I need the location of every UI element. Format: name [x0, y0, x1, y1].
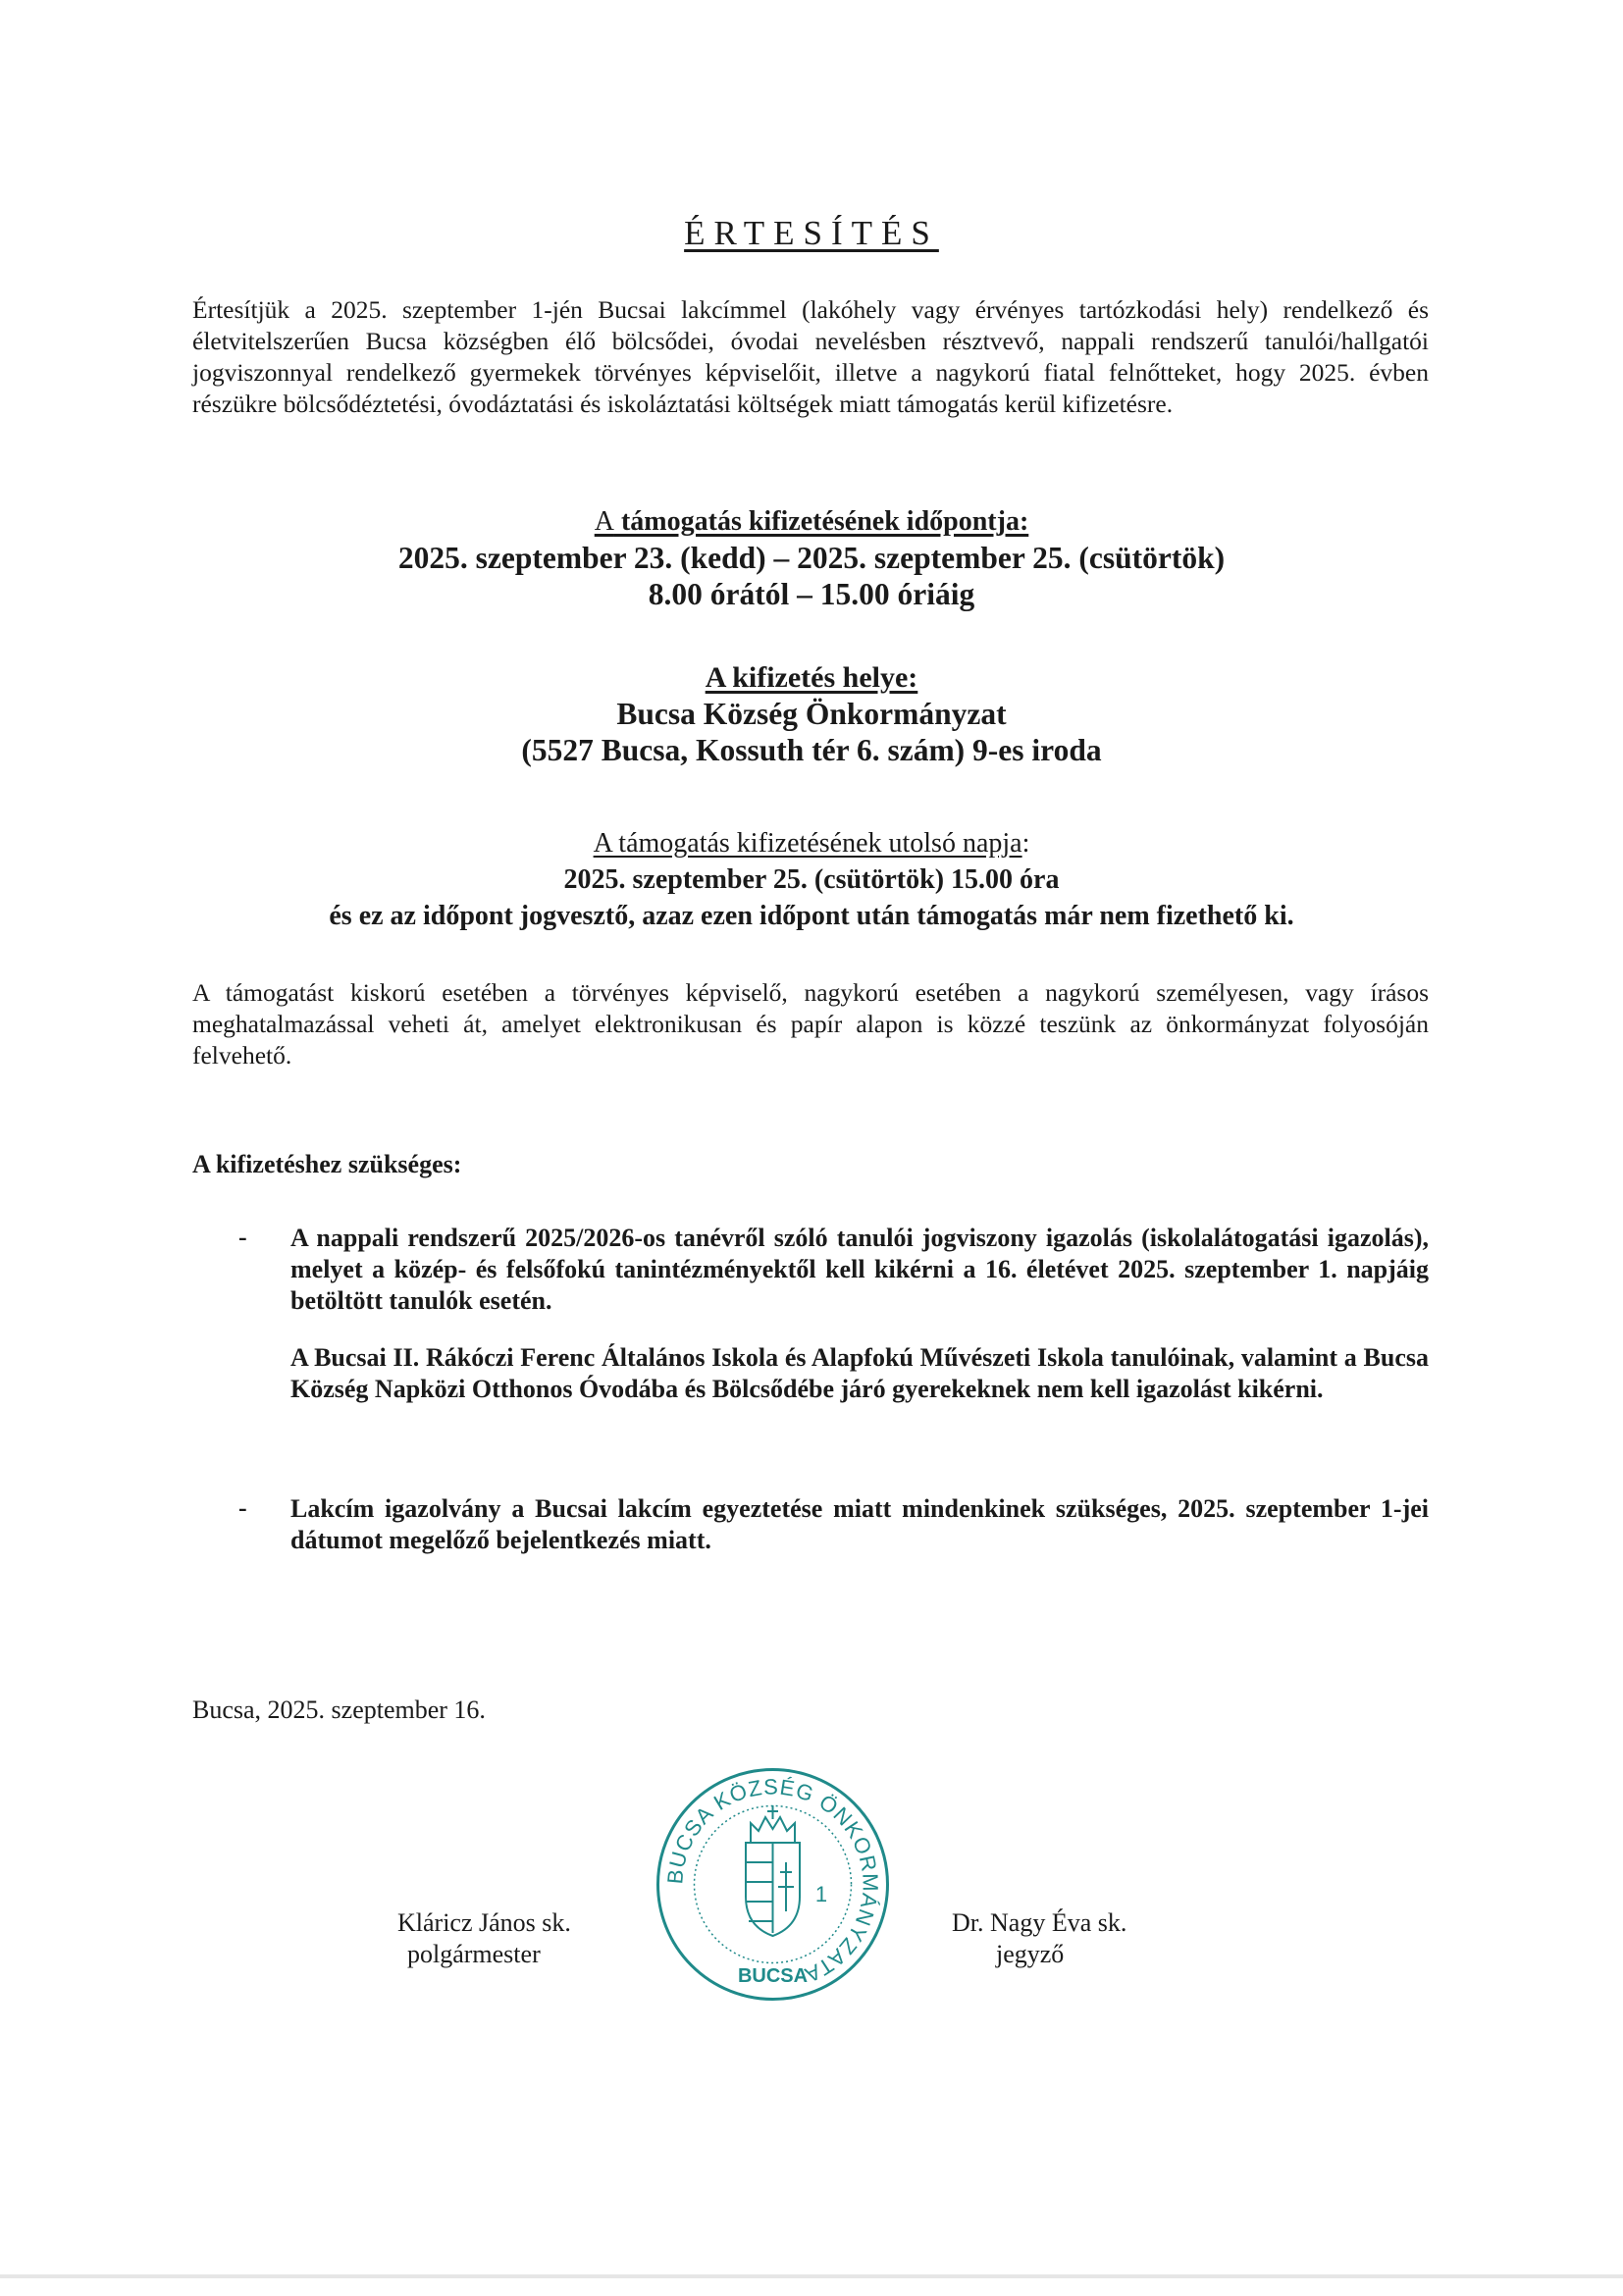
payment-time-dates: 2025. szeptember 23. (kedd) – 2025. szeptember 25. (csütörtök) — [397, 541, 1226, 575]
requirement-item-1: A nappali rendszerű 2025/2026-os tanévről szóló tanulói jogviszony igazolás (iskolalátogatási igazolás), melyet a közép- és felsőfokú tanintézményektől kell kikérni a 16. életévet 2025. szeptember 1. napjáig betöltött tanulók esetén. — [290, 1224, 1429, 1315]
signature-left-title: polgármester — [407, 1940, 541, 1968]
stamp-bottom-text: BUCSA — [737, 1965, 809, 1987]
date-line: Bucsa, 2025. szeptember 16. — [192, 1696, 486, 1724]
payment-place-name: Bucsa Község Önkormányzat — [616, 697, 1007, 731]
stamp-number: 1 — [814, 1882, 828, 1906]
pickup-info-paragraph: A támogatást kiskorú esetében a törvényes képviselő, nagykorú esetében a nagykorú személyesen, vagy írásos meghatalmazással veheti át, amelyet elektronikusan és papír alapon is közzé teszünk az önkormányzat folyosóján felvehető. — [192, 978, 1429, 1070]
last-day-block — [0, 824, 1623, 934]
last-day-heading: A támogatás kifizetésének utolsó napja: — [593, 828, 1030, 859]
payment-place-address: (5527 Bucsa, Kossuth tér 6. szám) 9-es iroda — [521, 733, 1102, 767]
coat-of-arms-icon — [746, 1805, 800, 1936]
municipality-stamp — [653, 1764, 893, 2005]
stamp-ring-text: BUCSA KÖZSÉG ÖNKORMÁNYZATA — [662, 1774, 883, 1988]
payment-time-heading: A támogatás kifizetésének időpontja: — [594, 506, 1029, 537]
bullet-1: - — [238, 1223, 247, 1251]
payment-time-block — [0, 502, 1623, 612]
requirements-title: A kifizetéshez szükséges: — [192, 1150, 462, 1178]
last-day-note: és ez az időpont jogvesztő, azaz ezen időpont után támogatás már nem fizethető ki. — [329, 901, 1294, 931]
payment-place-block — [0, 659, 1623, 768]
payment-time-hours: 8.00 órától – 15.00 óriáig — [648, 577, 975, 611]
payment-place-heading: A kifizetés helye: — [705, 661, 918, 694]
signature-left-name: Kláricz János sk. — [397, 1908, 571, 1937]
signature-right-title: jegyző — [996, 1940, 1065, 1968]
requirement-item-1-note: A Bucsai II. Rákóczi Ferenc Általános Iskola és Alapfokú Művészeti Iskola tanulóinak, valamint a Bucsa Község Napközi Otthonos Óvodába és Bölcsődébe járó gyerekeknek nem kell igazolást kikérni. — [290, 1343, 1429, 1403]
scan-bottom-edge — [0, 2274, 1623, 2278]
intro-paragraph: Értesítjük a 2025. szeptember 1-jén Bucsai lakcímmel (lakóhely vagy érvényes tartózkodási hely) rendelkező és életvitelszerűen Bucsa községben élő bölcsődei, óvodai nevelésben résztvevő, nappali rendszerű tanulói/hallgatói jogviszonnyal rendelkező gyermekek törvényes képviselőit, illetve a nagykorú fiatal felnőtteket, hogy 2025. évben részükre bölcsődéztetési, óvodáztatási és iskoláztatási költségek miatt támogatás kerül kifizetésre. — [192, 295, 1429, 418]
signature-right — [952, 1907, 1126, 1970]
signature-right-name: Dr. Nagy Éva sk. — [952, 1908, 1127, 1937]
last-day-datetime: 2025. szeptember 25. (csütörtök) 15.00 óra — [563, 864, 1060, 895]
requirement-item-2: Lakcím igazolvány a Bucsai lakcím egyeztetése miatt mindenkinek szükséges, 2025. szeptember 1-jei dátumot megelőző bejelentkezés miatt. — [290, 1494, 1429, 1554]
signature-left — [397, 1907, 571, 1970]
document-title: ÉRTESÍTÉS — [684, 214, 939, 252]
bullet-2: - — [238, 1493, 247, 1522]
